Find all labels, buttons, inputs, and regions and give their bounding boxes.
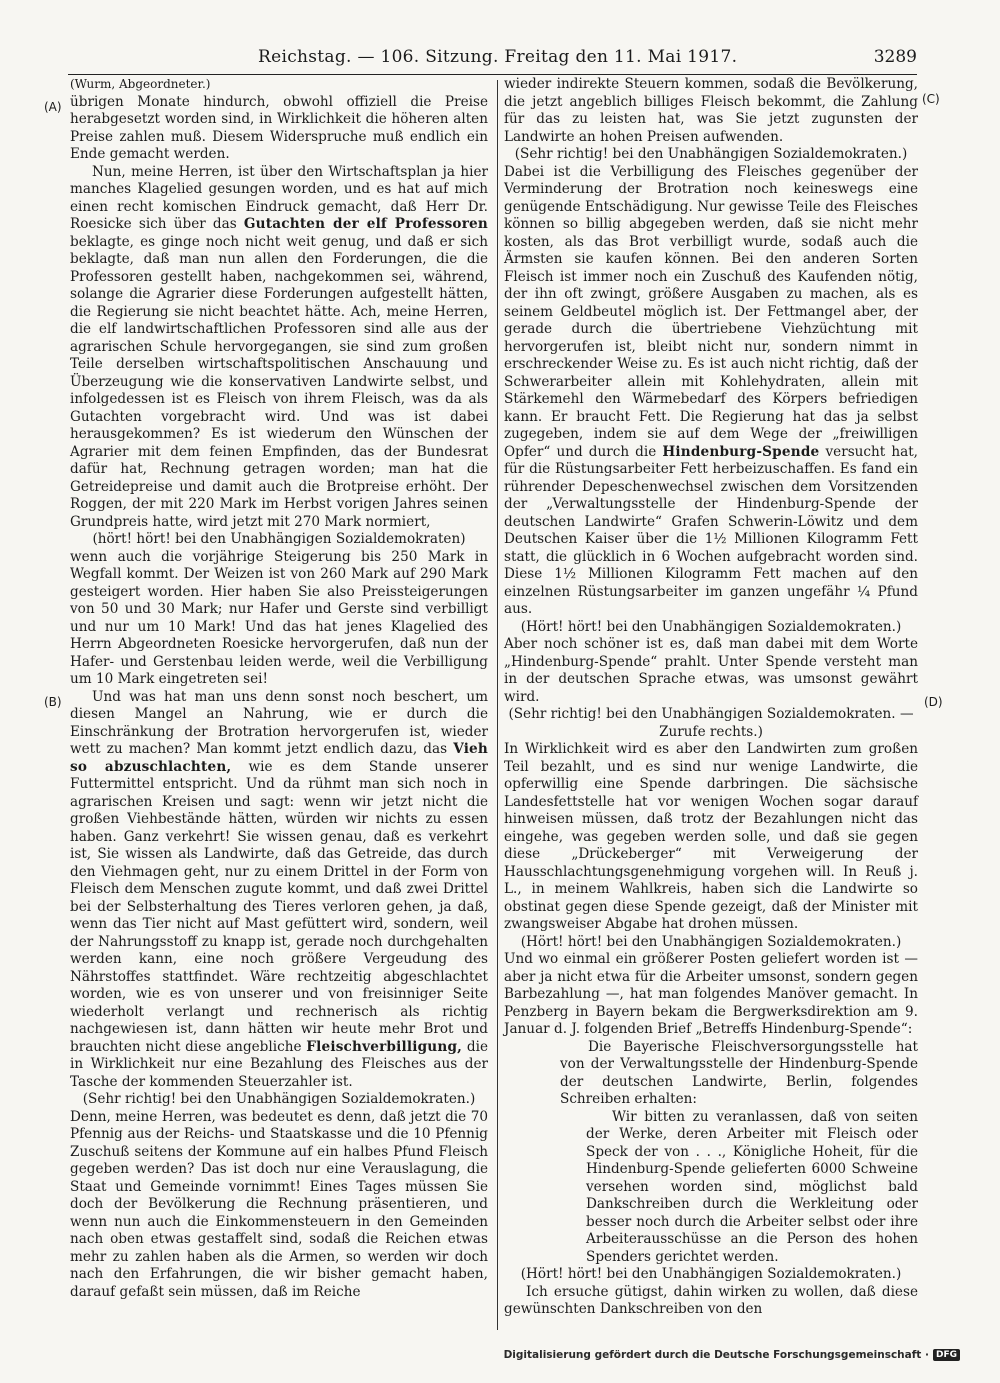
emphasis: Gutachten der elf Professoren: [243, 216, 488, 232]
credit-text: Digitalisierung gefördert durch die Deutsche Forschungsgemeinschaft ·: [503, 1349, 929, 1361]
paragraph: Und was hat man uns denn sonst noch beschert, um diesen Mangel an Nahrung, wie er durch die Einschränkung der Brotration hervorgerufen ist, wieder wett zu machen? Man kommt jetzt endlich dazu, das Vieh so abzuschlachten, wie es dem Stande unserer Futtermittel entspricht. Und da rühmt man sich noch in agrarischen Kreisen und sagt: wenn wir jetzt nicht die großen Viehbestände hätten, würden wir nichts zu essen haben. Ganz verkehrt! Sie wissen genau, daß es verkehrt ist, Sie wissen als Landwirte, daß das Getreide, das durch den Viehmagen geht, nur zu einem Drittel in der Form von Fleisch dem Menschen zugute kommt, und daß zwei Drittel bei der Selbsterhaltung des Tieres verloren gehen, ja daß, wenn das Tier nicht auf Mast gefüttert wird, sondern, weil der Nahrungsstoff zu knapp ist, gerade noch durchgehalten werden kann, eine noch größere Vergeudung des Nährstoffes stattfindet. Wäre rechtzeitig abgeschlachtet worden, wie es von unserer und von freisinniger Seite wiederholt verlangt und rechnerisch als richtig nachgewiesen ist, dann hätten wir heute mehr Brot und brauchten nicht diese angebliche Fleischverbilligung, die in Wirklichkeit nur eine Bezahlung des Fleisches aus der Tasche der kommenden Steuerzahler ist.: [70, 688, 488, 1090]
digitization-credit: [504, 1349, 960, 1361]
interjection: (Hört! hört! bei den Unabhängigen Sozialdemokraten.): [520, 1266, 902, 1282]
interjection: (Sehr richtig! bei den Unabhängigen Sozialdemokraten. — Zurufe rechts.): [508, 706, 914, 740]
margin-mark-c: (C): [922, 92, 940, 106]
interjection: (Hört! hört! bei den Unabhängigen Sozialdemokraten.): [520, 618, 902, 635]
speaker-note: (Wurm, Abgeordneter.): [70, 77, 211, 91]
paragraph: Und wo einmal ein größerer Posten geliefert worden ist — aber ja nicht etwa für die Arbeiter umsonst, sondern gegen Barbezahlung —, hat man folgendes Manöver gemacht. In Penzberg in Bayern bekam die Bergwerksdirektion am 9. Januar d. J. folgenden Brief „Betreffs Hindenburg-Spende“:: [504, 951, 918, 1037]
dfg-logo: DFG: [933, 1349, 960, 1361]
margin-mark-b: (B): [44, 695, 62, 709]
quoted-letter-inner: Wir bitten zu veranlassen, daß von seiten der Werke, deren Arbeiter mit Fleisch oder Speck der von . . ., Königliche Hoheit, für die Hindenburg-Spende gelieferten 6000 Schweine versehen worden sind, möglichst bald Dankschreiben durch die Werkleitung oder besser noch durch die Arbeiter selbst oder ihre Arbeiterausschüsse an die Person des hohen Spenders gerichtet werden.: [586, 1108, 918, 1265]
emphasis: Fleischverbilligung,: [306, 1038, 463, 1055]
interjection: (Sehr richtig! bei den Unabhängigen Sozialdemokraten.): [514, 146, 908, 162]
paragraph: wenn auch die vorjährige Steigerung bis 250 Mark in Wegfall kommt. Der Weizen ist von 260 Mark auf 290 Mark gesteigert worden. Hier haben Sie also Preissteigerungen von 50 und 30 Mark; nur Hafer und Gerste sind verbilligt und nur um 10 Mark! Und das hat jenes Klagelied des Herrn Abgeordneten Roesicke hervorgerufen, daß nun der Hafer- und Gerstenbau leiden werde, weil die Verbilligung um 10 Mark eingetreten sei!: [70, 548, 488, 687]
page-number: 3289: [873, 47, 917, 67]
quoted-letter: Die Bayerische Fleischversorgungsstelle hat von der Verwaltungsstelle der Hindenburg-Spende der deutschen Landwirte, Berlin, folgendes Schreiben erhalten:: [560, 1038, 918, 1107]
paragraph: Nun, meine Herren, ist über den Wirtschaftsplan ja hier manches Klagelied gesungen worden, und es hat auf mich einen recht komischen Eindruck gemacht, daß Herr Dr. Roesicke sich über das Gutachten der elf Professoren beklagte, es ginge noch nicht weit genug, und daß er sich beklagte, daß man nun allen den Forderungen, die die Professoren gestellt haben, nachgekommen sei, während, solange die Agrarier diese Forderungen aufgestellt hätten, die Regierung sie nicht beachtet hätte. Ach, meine Herren, die elf landwirtschaftlichen Professoren sind alle aus der agrarischen Schule hervorgegangen, sie sind zum großen Teile derselben wirtschaftspolitischen Anschauung und Überzeugung wie die konservativen Landwirte selbst, und infolgedessen ist es Fleisch von ihrem Fleisch, was da als Gutachten vorgebracht wird. Und was ist dabei herausgekommen? Es ist wiederum den Wünschen der Agrarier mit dem feinen Empfinden, das der Bundesrat dafür hat, Rechnung getragen worden; man hat die Getreidepreise und damit auch die Brotpreise erhöht. Der Roggen, der mit 220 Mark im Herbst vorigen Jahres seinen Grundpreis hatte, wird jetzt mit 270 Mark normiert,: [70, 163, 488, 530]
paragraph: übrigen Monate hindurch, obwohl offiziell die Preise herabgesetzt worden sind, in Wirklichkeit die höheren alten Preise zahlen muß. Diesem Widerspruche muß endlich ein Ende gemacht werden.: [70, 93, 488, 162]
interjection: (Sehr richtig! bei den Unabhängigen Sozialdemokraten.): [82, 1091, 476, 1107]
emphasis: Hindenburg-Spende: [662, 443, 820, 460]
paragraph: Dabei ist die Verbilligung des Fleisches gegenüber der Verminderung der Brotration noch keineswegs eine genügende Entschädigung. Nur gewisse Teile des Fleisches können so billig abgegeben werden, daß sie nicht mehr kosten, als das Brot verbilligt wurde, sodaß auch die Ärmsten sie kaufen können. Bei den anderen Sorten Fleisch ist immer noch ein Zuschuß des Kaufenden nötig, der ihn oft zwingt, größere Ausgaben zu machen, als es seinem Geldbeutel möglich ist. Der Fettmangel aber, der gerade durch die übertriebene Viehzüchtung mit hervorgerufen ist, bleibt nicht nur, sondern nimmt in erschreckender Weise zu. Es ist auch nicht richtig, daß der Schwerarbeiter allein mit Kohlehydraten, allein mit Stärkemehl den Wärmebedarf des Körpers befriedigen kann. Er braucht Fett. Die Regierung hat das ja selbst zugegeben, indem sie auf dem Wege der „freiwilligen Opfer“ und durch die Hindenburg-Spende versucht hat, für die Rüstungsarbeiter Fett herbeizuschaffen. Es fand ein rührender Depeschenwechsel zwischen dem Vorsitzenden der „Verwaltungsstelle der Hindenburg-Spende der deutschen Landwirte“ Grafen Schwerin-Löwitz und dem Deutschen Kaiser über die 1½ Millionen Kilogramm Fett statt, die glücklich in 6 Wochen aufgebracht worden sind. Diese 1½ Millionen Kilogramm Fett machen auf den einzelnen Rüstungsarbeiter im ganzen ungefähr ¼ Pfund aus.: [504, 163, 918, 617]
paragraph: Aber noch schöner ist es, daß man dabei mit dem Worte „Hindenburg-Spende“ prahlt. Unter Spende versteht man in der deutschen Sprache etwas, was umsonst gewährt wird.: [504, 636, 918, 705]
running-header: [68, 47, 917, 73]
column-rule: [497, 80, 498, 1330]
interjection: (hört! hört! bei den Unabhängigen Sozialdemokraten): [92, 531, 466, 547]
header-rule: [68, 74, 917, 75]
running-title: Reichstag. — 106. Sitzung. Freitag den 11. Mai 1917.: [258, 47, 738, 67]
right-column: [504, 76, 918, 1319]
paragraph: Ich ersuche gütigst, dahin wirken zu wollen, daß diese gewünschten Dankschreiben von den: [504, 1283, 918, 1317]
emphasis: Vieh so abzuschlachten,: [70, 741, 488, 775]
margin-mark-a: (A): [44, 100, 62, 114]
paragraph: Denn, meine Herren, was bedeutet es denn, daß jetzt die 70 Pfennig aus der Reichs- und Staatskasse und die 10 Pfennig Zuschuß seitens der Kommune auf ein halbes Pfund Fleisch gegeben werden? Das ist doch nur eine Verauslagung, die Staat und Gemeinde vornimmt! Eines Tages müssen Sie doch der Bevölkerung die Rechnung präsentieren, und wenn nun auch die Einkommensteuern in den Gemeinden nach oben etwas gestaffelt sind, sodaß die Reichen etwas mehr zu zahlen haben als die Armen, so werden wir doch nach den Erfahrungen, die wir bisher gemacht haben, darauf gefaßt sein müssen, daß im Reiche: [70, 1108, 488, 1300]
left-column: [70, 76, 488, 1301]
paragraph: wieder indirekte Steuern kommen, sodaß die Bevölkerung, die jetzt angeblich billiges Fleisch bekommt, die Zahlung für das zu leisten hat, was Sie jetzt zugunsten der Landwirte an hohen Preisen aufwenden.: [504, 76, 918, 145]
interjection: (Hört! hört! bei den Unabhängigen Sozialdemokraten.): [520, 933, 902, 950]
margin-mark-d: (D): [924, 695, 943, 709]
paragraph: In Wirklichkeit wird es aber den Landwirten zum großen Teil bezahlt, und es sind nur wenige Landwirte, die opferwillig eine Spende darbringen. Die sächsische Landesfettstelle hat vor wenigen Wochen sogar darauf hinweisen müssen, daß trotz der Bezahlungen nicht das eingehe, was gegeben werden solle, und daß sie gegen diese „Drückeberger“ mit Verweigerung der Hausschlachtungsgenehmigung vorgehen will. In Reuß j. L., in meinem Wahlkreis, haben sich die Landwirte so obstinat gegen diese Spende gezeigt, daß der Minister mit zwangsweiser Abgabe hat drohen müssen.: [504, 741, 918, 932]
